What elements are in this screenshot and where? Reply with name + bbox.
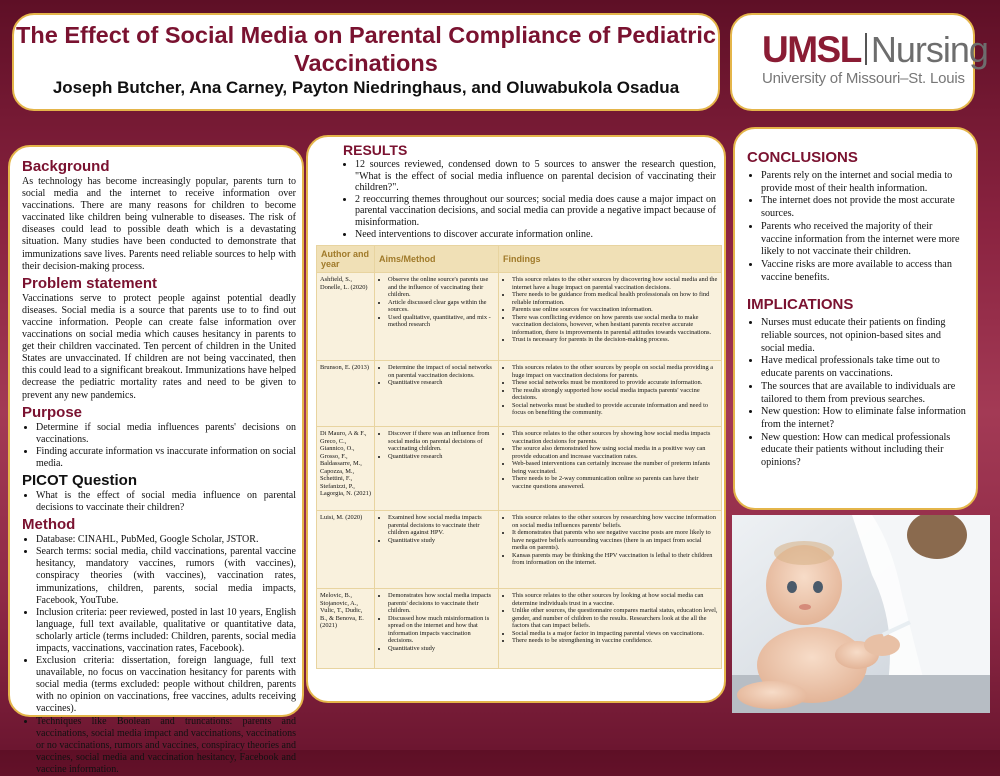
list-item: • Quantitative research <box>388 453 495 461</box>
aims-cell <box>375 273 499 361</box>
findings-table <box>316 245 722 669</box>
list-item: • The source also demonstrated how using social media in a positive way can provide education and increase vaccination rates. <box>512 445 718 460</box>
results-list <box>318 159 716 240</box>
aims-cell <box>375 427 499 511</box>
list-item: • Nurses must educate their patients on finding reliable sources, not opinion-based sites and social media. <box>761 317 966 355</box>
list-item: • Parents rely on the internet and social media to provide most of their health information. <box>761 170 966 195</box>
poster-title: The Effect of Social Media on Parental Compliance of Pediatric Vaccinations <box>16 22 716 76</box>
list-item: • Determine the impact of social networks on parental vaccination decisions. <box>388 364 495 379</box>
conclusions-list <box>747 170 966 284</box>
list-item: • This source relates to the other sources by looking at how social media can determine individuals trust in a vaccine. <box>512 592 718 607</box>
list-item: • There was conflicting evidence on how parents use social media to make vaccination decisions, however, when hesitant parents receive accurate information, there is improvements in parental attitudes towards vaccinations. <box>512 314 718 337</box>
table-row <box>317 589 722 669</box>
list-item: • Examined how social media impacts parental decisions to vaccinate their children against HPV. <box>388 514 495 537</box>
background-text: As technology has become increasingly popular, parents turn to social media and the internet to receive information over vaccinations. There are many reasons for children to become vaccinated like children being vulnerable to diseases. The risk of diseases could lead to possible death which is a devastating situation. Many studies have been conducted to demonstrate that immunizations save lives. Parents need reliable sources to help with their decision-making process. <box>22 176 296 272</box>
list-item: • Unlike other sources, the questionnaire compares marital status, education level, gender, and number of children to the results. Researchers look at the all the factors that can impact beliefs. <box>512 607 718 630</box>
findings-cell <box>499 427 722 511</box>
aims-cell <box>375 361 499 427</box>
list-item: • This source relates to the other sources by showing how social media impacts vaccination decisions for parents. <box>512 430 718 445</box>
list-item: • Exclusion criteria: dissertation, foreign language, full text unavailable, no focus on vaccination hesitancy for parents with social media (terms excluded: people without children, parents with no opinion on vaccinations, free vaccines, adults receiving vaccines). <box>36 655 296 715</box>
findings-cell <box>499 361 722 427</box>
aims-cell <box>375 589 499 669</box>
umsl-nursing-logo <box>762 29 988 87</box>
list-item: • Web-based interventions can certainly increase the number of preterm infants being vaccinated. <box>512 460 718 475</box>
list-item: • There needs to be 2-way communication online so parents can have their vaccine questions answered. <box>512 475 718 490</box>
findings-cell <box>499 589 722 669</box>
list-item: • It demonstrates that parents who see negative vaccine posts are more likely to have negative beliefs surrounding vaccines (there is an impact from social media on parents). <box>512 529 718 552</box>
list-item: • Social media is a major factor in impacting parental views on vaccinations. <box>512 630 718 638</box>
implications-list <box>747 317 966 469</box>
list-item: • Determine if social media influences parents' decisions on vaccinations. <box>36 422 296 446</box>
list-item: • Article discussed clear gaps within the sources. <box>388 299 495 314</box>
list-item: • Kansas parents may be thinking the HPV vaccination is lethal to their children from information on the internet. <box>512 552 718 567</box>
list-item: • Trust is necessary for parents in the decision-making process. <box>512 336 718 344</box>
author-cell: Luisi, M. (2020) <box>317 511 375 589</box>
logo-brand: UMSL <box>762 29 861 70</box>
list-item: • The internet does not provide the most accurate sources. <box>761 195 966 220</box>
photo-illustration <box>732 515 990 713</box>
conclusions-heading: CONCLUSIONS <box>747 149 858 166</box>
list-item: • Social networks must be studied to provide accurate information and need to focus on benefiting the community. <box>512 402 718 417</box>
author-cell: Di Mauro, A & F., Greco, C., Giannico, O., Grosso, F., Baldassarre, M., Capozza, M., Schettini, F., Stefanizzi, P., Lagorgia, N. (2021) <box>317 427 375 511</box>
list-item: • Techniques like Boolean and truncations: parents and vaccinations, social media impact and vaccinations, vaccinations or no vaccinations, rumors and vaccines, conspiracy theories and vaccines, social media and vaccination hesitancy, Facebook and vaccine information. <box>36 716 296 776</box>
list-item: • Search terms: social media, child vaccinations, parental vaccine hesitancy, mandatory vaccines, rumors (with vaccines), conspiracy theories (with vaccines), vaccination rates, immunizations, children, parents, social media impacts, Facebook, YouTube. <box>36 546 296 606</box>
list-item: • 12 sources reviewed, condensed down to 5 sources to answer the research question, "What is the effect of social media influence on parental decision of vaccinating their children?". <box>355 159 716 194</box>
column-header: Findings <box>499 246 722 273</box>
problem-text: Vaccinations serve to protect people against potential deadly diseases. Social media is a source that parents use to to find out vaccine information. People can create false information over vaccinations on social media which causes hesitancy in parents to get their children vaccinated. Ten percent of children in the United States are unvaccinated. If children are not being vaccinated, then this could lead to a significant breakout. Immunizations have helped decrease the pediatric mortality rates and need to be given to prevent any new pandemics. <box>22 292 296 401</box>
list-item: • New question: How to eliminate false information from the internet? <box>761 406 966 431</box>
list-item: • Database: CINAHL, PubMed, Google Scholar, JSTOR. <box>36 534 296 546</box>
logo-panel <box>730 13 988 111</box>
author-cell: Ashfield, S., Donelle, L. (2020) <box>317 273 375 361</box>
list-item: • Finding accurate information vs inaccurate information on social media. <box>36 446 296 470</box>
list-item: • There needs to be strengthening in vaccine confidence. <box>512 637 718 645</box>
list-item: • 2 reoccurring themes throughout our sources; social media does cause a major impact on parental vaccination decisions, and social media can provide a negative impact because of misinformation. <box>355 194 716 229</box>
list-item: • New question: How can medical professionals educate their patients without including their opinions? <box>761 432 966 470</box>
list-item: • Discover if there was an influence from social media on parental decisions of vaccinating children. <box>388 430 495 453</box>
logo-school: Nursing <box>870 29 988 70</box>
findings-cell <box>499 273 722 361</box>
list-item: • Have medical professionals take time out to educate parents on vaccinations. <box>761 355 966 380</box>
list-item: • Vaccine risks are more available to access than vaccine benefits. <box>761 259 966 284</box>
list-item: • There needs to be guidance from medical health professionals on how to find reliable information. <box>512 291 718 306</box>
picot-list <box>22 490 296 514</box>
list-item: • Observe the online source's parents use and the influence of vaccinating their children. <box>388 276 495 299</box>
table-header-row <box>317 246 722 273</box>
list-item: • Quantitative research <box>388 379 495 387</box>
table-row <box>317 511 722 589</box>
list-item: • Parents use online sources for vaccination information. <box>512 306 718 314</box>
findings-cell <box>499 511 722 589</box>
column-header: Author and year <box>317 246 375 273</box>
list-item: • Inclusion criteria: peer reviewed, posted in last 10 years, English language, full text available, qualitative or quantitative data, scholarly article (terms included: Children, parents, social media impacts, vaccinations, vaccination rates, Facebook). <box>36 607 296 655</box>
table-row <box>317 273 722 361</box>
picot-heading: PICOT Question <box>22 471 138 489</box>
poster-authors: Joseph Butcher, Ana Carney, Payton Niedringhaus, and Oluwabukola Osadua <box>52 78 680 97</box>
problem-heading: Problem statement <box>22 274 158 292</box>
list-item: • Demonstrates how social media impacts parents' decisions to vaccinate their children. <box>388 592 495 615</box>
list-item: • This sources relates to the other sources by people on social media providing a huge impact on vaccination decisions for parents. <box>512 364 718 379</box>
author-cell: Brunson, E. (2013) <box>317 361 375 427</box>
baby-vaccination-photo <box>732 515 990 713</box>
list-item: • Need interventions to discover accurate information online. <box>355 229 716 241</box>
list-item: • Quantitative study <box>388 645 495 653</box>
list-item: • Discussed how much misinformation is spread on the internet and how that information impacts vaccination decisions. <box>388 615 495 645</box>
list-item: • The sources that are available to individuals are tailored to them from previous searches. <box>761 381 966 406</box>
list-item: • Parents who received the majority of their vaccine information from the internet were more likely to not vaccinate their children. <box>761 221 966 259</box>
right-column <box>733 127 978 510</box>
list-item: • This source relates to the other sources by discovering how social media and the internet have a huge impact on parental vaccination decisions. <box>512 276 718 291</box>
list-item: • Quantitative study <box>388 537 495 545</box>
author-cell: Melovic, B., Stojanovic, A., Vulic, T., Dudic, B., & Benova, E. (2021) <box>317 589 375 669</box>
logo-university: University of Missouri–St. Louis <box>762 70 965 87</box>
table-row <box>317 361 722 427</box>
list-item: • What is the effect of social media influence on parental decisions to vaccinate their children? <box>36 490 296 514</box>
list-item: • Used qualitative, quantitative, and mix -method research <box>388 314 495 329</box>
purpose-heading: Purpose <box>22 403 83 421</box>
method-list <box>22 534 296 776</box>
background-heading: Background <box>22 158 110 175</box>
column-header: Aims/Method <box>375 246 499 273</box>
list-item: • These social networks must be monitored to provide accurate information. <box>512 379 718 387</box>
left-column <box>8 145 304 775</box>
aims-cell <box>375 511 499 589</box>
list-item: • The results strongly supported how social media impacts parents' vaccine decisions. <box>512 387 718 402</box>
results-heading: RESULTS <box>343 142 408 158</box>
implications-heading: IMPLICATIONS <box>747 296 854 314</box>
method-heading: Method <box>22 516 76 534</box>
logo-divider <box>865 33 867 65</box>
results-column <box>306 135 726 703</box>
table-row <box>317 427 722 511</box>
purpose-list <box>22 422 296 470</box>
list-item: • This source relates to the other sources by researching how vaccine information on social media influences parents' beliefs. <box>512 514 718 529</box>
title-panel <box>12 13 720 111</box>
